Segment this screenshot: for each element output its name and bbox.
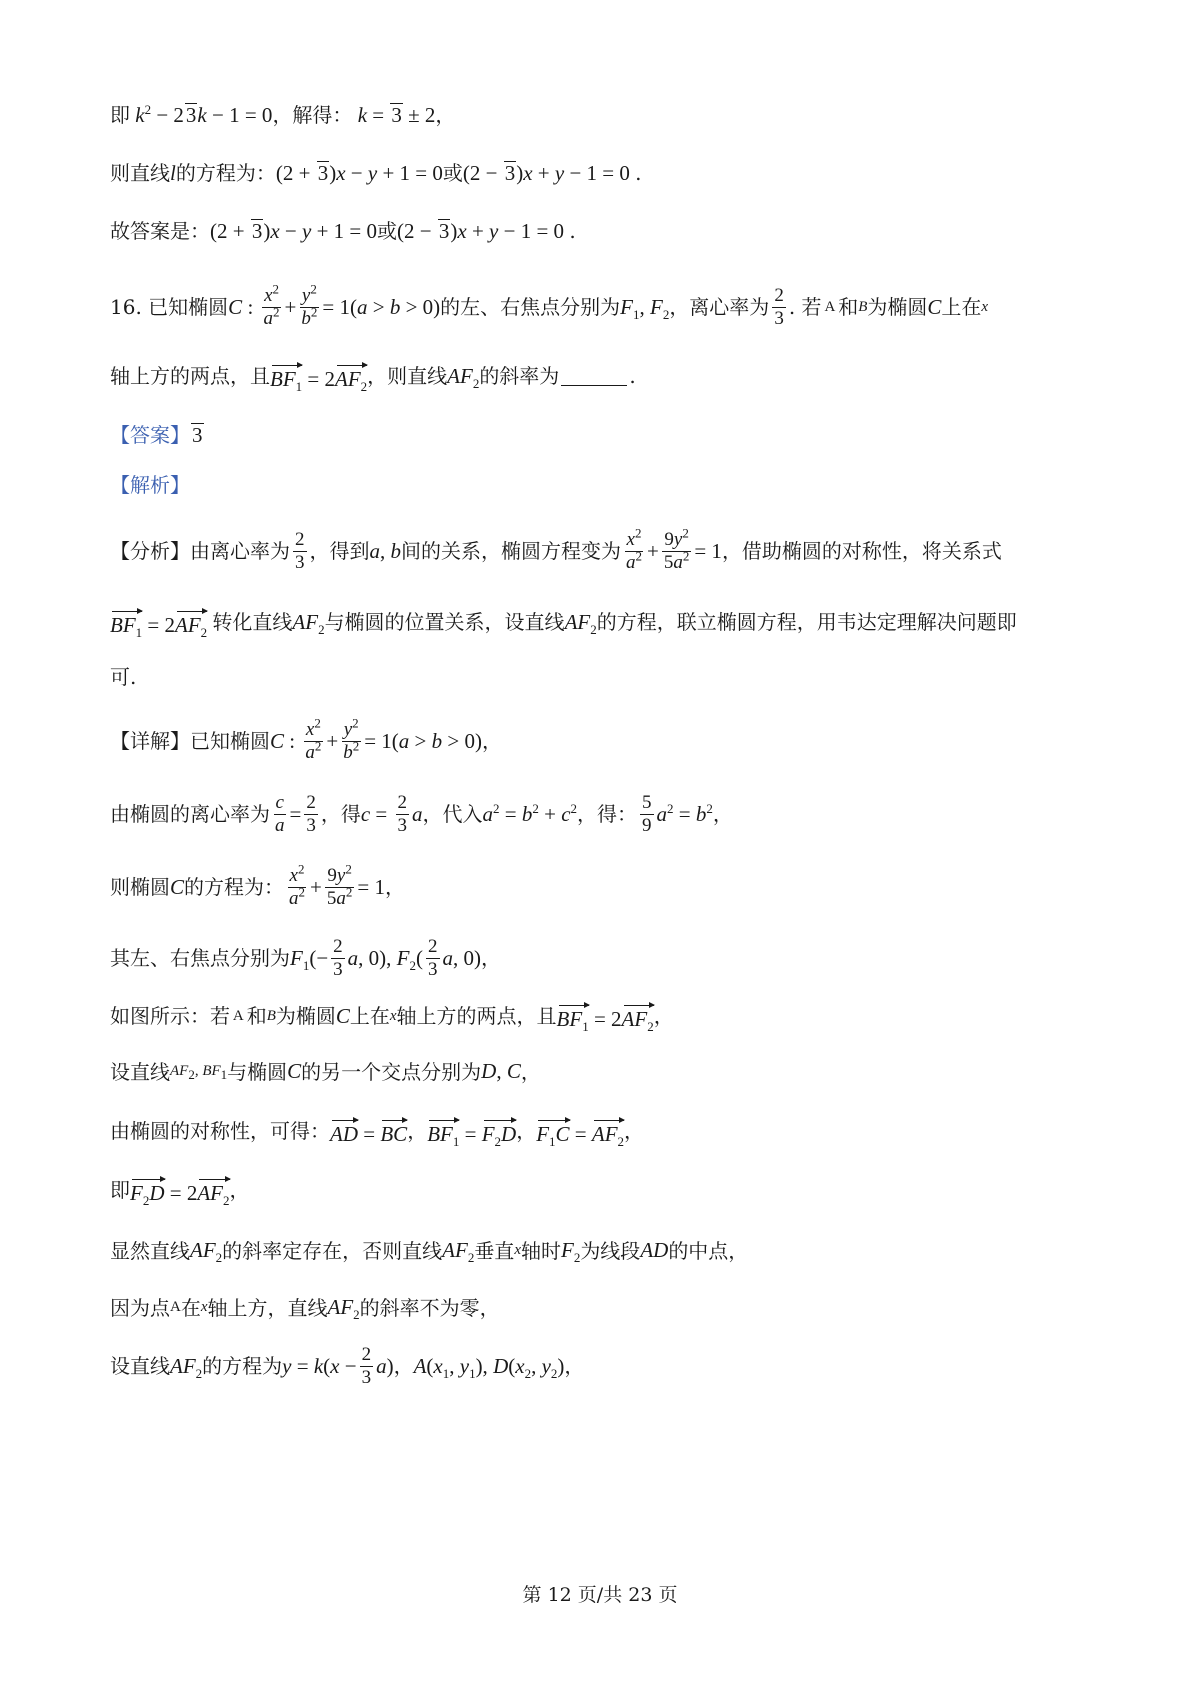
text: 轴时 — [520, 1238, 561, 1263]
formula: : — [242, 294, 259, 319]
formula: = 1(a > b > 0) — [364, 728, 482, 753]
formula: B — [266, 1007, 276, 1024]
text: 间的关系，椭圆方程变为 — [401, 539, 621, 563]
formula: $BF_1 = F_2D$ — [427, 1118, 516, 1145]
formula: A — [821, 298, 839, 315]
text: ， — [384, 875, 405, 899]
fraction: $\frac{x^2}{a^2}$ — [263, 281, 280, 329]
text: 由离心率为 — [190, 539, 290, 563]
text: 则椭圆 — [110, 875, 170, 899]
text: ， — [564, 1354, 585, 1378]
formula: : — [284, 728, 301, 753]
formula: $AF_2$ — [190, 1238, 223, 1266]
formula: k = 3 ± 2 — [357, 103, 436, 127]
answer-line — [0, 423, 1110, 447]
text: 和 — [246, 1004, 267, 1028]
formula: $F_1(-$ — [290, 945, 329, 973]
text: 由椭圆的对称性，可得： — [110, 1119, 330, 1143]
text: . — [635, 161, 642, 186]
fraction: $\frac{2}{3}$ — [295, 528, 305, 573]
text: 的左、右焦点分别为 — [440, 295, 621, 319]
text: 的另一个交点分别为 — [301, 1059, 482, 1084]
fraction: $\frac{c}{a}$ — [275, 791, 285, 836]
text: ，得： — [577, 802, 638, 826]
text: ，离心率为 — [669, 295, 770, 319]
fraction: $\frac{5}{9}$ — [642, 791, 652, 836]
text: ， — [520, 1059, 541, 1084]
text: 在 — [180, 1295, 201, 1320]
text: 的斜率不为零， — [359, 1295, 500, 1320]
text: 设直线 — [110, 1059, 170, 1084]
detail-line-4 — [0, 1001, 1110, 1034]
formula: a — [412, 801, 423, 826]
formula: a, b — [369, 538, 401, 563]
question-16-line-1 — [0, 281, 1110, 330]
formula: 3 — [192, 423, 203, 447]
formula: $AF_2$ — [292, 609, 325, 637]
fraction: $\frac{y^2}{b^2}$ — [343, 715, 360, 763]
detail-line-8 — [0, 1238, 1110, 1266]
text: 与椭圆 — [227, 1059, 288, 1084]
text: . 若 — [788, 295, 822, 319]
formula: C — [170, 874, 185, 899]
formula: AD — [640, 1238, 669, 1262]
question-number: 16. 已知椭圆 — [110, 295, 229, 319]
formula: (2 − 3)x + y − 1 = 0 — [462, 161, 636, 185]
text: 的方程为： — [184, 875, 285, 899]
text: . — [629, 364, 636, 388]
analysis-line — [0, 475, 1110, 495]
text: ，得 — [320, 802, 361, 826]
formula: $F_2$ — [560, 1238, 581, 1266]
formula: AD = BC — [330, 1118, 407, 1145]
text: 为椭圆 — [867, 295, 928, 319]
text: 轴上方的两点，且 — [110, 364, 270, 388]
text: 即 — [110, 103, 130, 128]
formula: (2 + 3)x − y + 1 = 0 — [210, 219, 378, 243]
formula: $BF_1 = 2AF_2$ — [110, 609, 212, 636]
formula: $AF_2$ — [442, 1238, 475, 1266]
formula: C — [228, 294, 243, 319]
text: ，解得： — [272, 103, 353, 128]
detail-line-3 — [0, 935, 1110, 981]
fraction: $\frac{2}{3}$ — [397, 791, 408, 836]
formula: $F_1$, $F_2$ — [620, 294, 670, 322]
text: ， — [407, 1119, 428, 1143]
fraction: $\frac{2}{3}$ — [361, 1343, 372, 1388]
text: 由椭圆的离心率为 — [110, 802, 270, 826]
text: 垂直 — [474, 1238, 515, 1263]
text: ， — [435, 103, 456, 128]
text: 如图所示：若 — [110, 1004, 230, 1028]
text: 可. — [110, 665, 137, 689]
text: ，则直线 — [367, 364, 448, 388]
formula: C — [927, 294, 942, 319]
text: 即 — [110, 1178, 130, 1202]
text: 转化直线 — [212, 610, 293, 634]
text: ， — [393, 1354, 414, 1378]
formula: a, 0), $F_2$( — [347, 945, 423, 973]
xiangjie-line — [0, 715, 1110, 764]
formula: a) — [376, 1353, 394, 1378]
text: 的方程为 — [202, 1354, 283, 1378]
text: 的方程，联立椭圆方程，用韦达定理解决问题即 — [596, 610, 1017, 634]
fraction: $\frac{y^2}{b^2}$ — [301, 281, 318, 329]
detail-line-9 — [0, 1295, 1110, 1323]
text: ，代入 — [422, 802, 483, 826]
formula: = 1 — [694, 538, 722, 563]
detail-line-5 — [0, 1061, 1110, 1082]
line-line-equation — [0, 161, 1110, 185]
detail-line-6 — [0, 1116, 1110, 1149]
detail-line-7 — [0, 1175, 1110, 1208]
text: ， — [712, 802, 733, 826]
text: 或 — [442, 161, 463, 186]
fenxi-line-1 — [0, 525, 1110, 574]
formula: A — [170, 1299, 181, 1315]
formula: $BF_1 = 2AF_2$ — [270, 363, 367, 390]
text: 与椭圆的位置关系，设直线 — [324, 610, 565, 634]
fraction: $\frac{2}{3}$ — [306, 791, 316, 836]
text: 和 — [838, 295, 859, 319]
formula: $AF_2$ — [170, 1353, 203, 1381]
text: 已知椭圆 — [190, 729, 270, 753]
text: ， — [481, 729, 502, 753]
text: ， — [653, 1004, 674, 1028]
fraction: $\frac{2}{3}$ — [774, 284, 784, 329]
formula: C — [270, 728, 285, 753]
formula: $AF_2$ — [564, 609, 597, 637]
formula: $a^2 = b^2 + c^2$ — [482, 800, 578, 826]
formula: y = k(x − — [282, 1353, 357, 1378]
text: 为线段 — [580, 1238, 641, 1263]
formula: $AF_2$ — [447, 363, 480, 391]
line-final-answer-15 — [0, 219, 1110, 243]
text: 为椭圆 — [275, 1004, 336, 1028]
answer-label: 【答案】 — [110, 423, 190, 448]
detail-line-1 — [0, 791, 1110, 837]
formula: x — [389, 1007, 397, 1024]
text: 轴上方的两点，且 — [396, 1004, 557, 1028]
text: 的中点， — [668, 1238, 749, 1263]
analysis-label: 【解析】 — [110, 473, 190, 497]
text: 显然直线 — [110, 1238, 190, 1263]
fraction: $\frac{9y^2}{5a^2}$ — [663, 525, 690, 573]
text: 上在 — [349, 1004, 390, 1028]
text: ， — [481, 946, 501, 970]
text: 设直线 — [110, 1354, 170, 1378]
formula: $BF_1 = 2AF_2$ — [557, 1003, 654, 1030]
text: ， — [516, 1119, 537, 1143]
formula: a, 0) — [442, 945, 481, 970]
fraction: $\frac{x^2}{a^2}$ — [626, 525, 642, 573]
text: 其左、右焦点分别为 — [110, 946, 290, 970]
text: 上在 — [941, 295, 982, 319]
formula: + — [326, 728, 339, 753]
text: . — [569, 219, 576, 244]
detail-line-10 — [0, 1343, 1110, 1389]
text: ，借助椭圆的对称性，将关系式 — [721, 539, 1002, 563]
question-16-line-2 — [0, 361, 1110, 394]
text: 的斜率为 — [479, 364, 560, 388]
formula: C — [335, 1003, 350, 1028]
formula: c = — [360, 801, 393, 826]
formula: A — [230, 1007, 247, 1024]
formula: $AF_2$, $BF_1$ — [170, 1063, 228, 1082]
fraction: $\frac{2}{3}$ — [333, 935, 343, 980]
text: 的方程为： — [175, 161, 276, 186]
formula: $a^2 = b^2$ — [656, 800, 713, 826]
formula: x — [981, 298, 989, 315]
page-footer: 第 12 页/共 23 页 — [522, 1584, 678, 1606]
formula: $k^2 - 23k - 1 = 0$ — [135, 102, 273, 127]
xiangjie-label: 【详解】 — [110, 729, 190, 753]
text: 轴上方，直线 — [207, 1295, 328, 1320]
formula: $AF_2$ — [327, 1295, 360, 1323]
formula: C — [287, 1059, 302, 1083]
text: 的斜率定存在，否则直线 — [222, 1238, 443, 1263]
formula: = — [289, 801, 302, 826]
formula: x — [200, 1299, 208, 1315]
fenxi-label: 【分析】 — [110, 539, 190, 563]
formula: + — [310, 874, 322, 899]
fenxi-line-3 — [0, 667, 1110, 687]
formula: D, C — [481, 1059, 521, 1083]
text: 因为点 — [110, 1295, 170, 1320]
fraction: $\frac{2}{3}$ — [428, 935, 438, 980]
formula: = 1 — [357, 874, 385, 899]
text: ， — [624, 1119, 645, 1143]
fenxi-line-2 — [0, 607, 1110, 640]
line-k-equation — [0, 103, 1110, 127]
fraction: $\frac{x^2}{a^2}$ — [305, 715, 322, 763]
text: 则直线 — [110, 161, 170, 186]
formula: $F_2D = 2AF_2$ — [130, 1177, 230, 1204]
formula: + — [284, 294, 297, 319]
formula: (2 + 3)x − y + 1 = 0 — [275, 161, 443, 185]
answer-blank — [561, 367, 627, 386]
text: 故答案是： — [110, 219, 210, 244]
formula: $F_1C = AF_2$ — [536, 1118, 624, 1145]
formula: l — [170, 160, 176, 185]
fraction: $\frac{x^2}{a^2}$ — [289, 861, 306, 909]
text: ， — [229, 1178, 250, 1202]
text: ，得到 — [309, 539, 370, 563]
formula: $A(x_1$, $y_1$), $D(x_2$, $y_2$) — [413, 1353, 565, 1381]
formula: B — [858, 298, 868, 315]
formula: = 1(a > b > 0) — [322, 294, 441, 319]
formula: x — [514, 1242, 521, 1258]
detail-line-2 — [0, 861, 1110, 910]
fraction: $\frac{9y^2}{5a^2}$ — [326, 861, 353, 909]
text: 或 — [377, 219, 398, 244]
formula: (2 − 3)x + y − 1 = 0 — [397, 219, 570, 243]
formula: + — [647, 538, 659, 563]
